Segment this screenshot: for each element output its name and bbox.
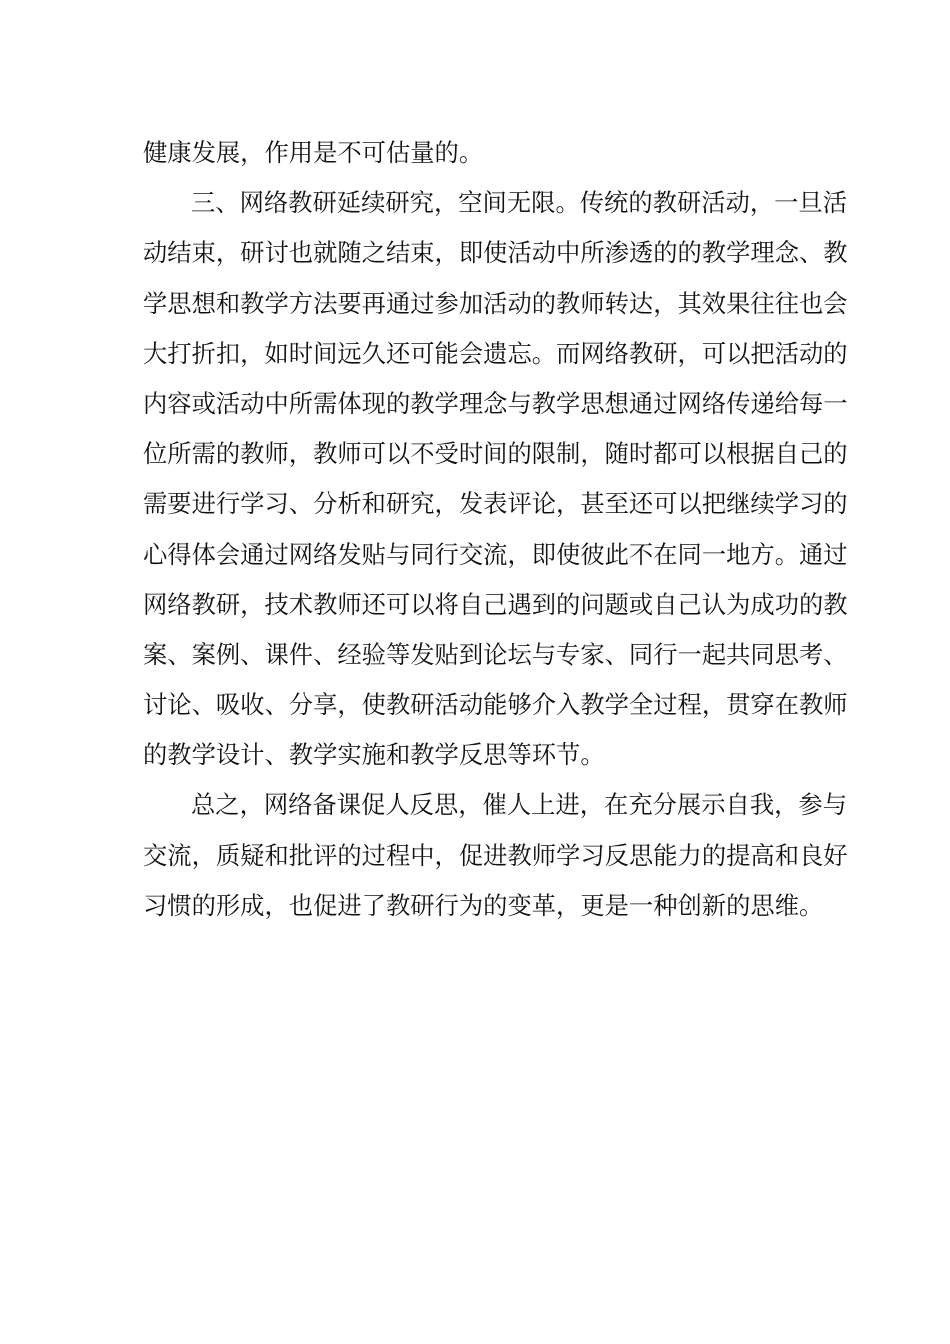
paragraph-network-research: [143, 178, 848, 780]
text-line: 需要进行学习、分析和研究，发表评论，甚至还可以把继续学习的: [143, 489, 848, 519]
text-line: 位所需的教师，教师可以不受时间的限制，随时都可以根据自己的: [143, 439, 848, 469]
text-line: 总之，网络备课促人反思，催人上进，在充分展示自我，参与: [191, 790, 848, 820]
paragraph-conclusion: [143, 780, 848, 931]
text-line: 学思想和教学方法要再通过参加活动的教师转达，其效果往往也会: [143, 288, 848, 318]
text-line: 讨论、吸收、分享，使教研活动能够介入教学全过程，贯穿在教师: [143, 690, 848, 720]
text-line: 案、案例、课件、经验等发贴到论坛与专家、同行一起共同思考、: [143, 639, 848, 669]
text-line: 健康发展，作用是不可估量的。: [143, 138, 484, 167]
text-line: 大打折扣，如时间远久还可能会遗忘。而网络教研，可以把活动的: [143, 338, 848, 368]
paragraph-continuation: [143, 128, 807, 178]
text-line: 交流，质疑和批评的过程中，促进教师学习反思能力的提高和良好: [143, 840, 848, 870]
text-line: 动结束，研讨也就随之结束，即使活动中所渗透的的教学理念、教: [143, 238, 848, 268]
text-line: 网络教研，技术教师还可以将自己遇到的问题或自己认为成功的教: [143, 589, 848, 619]
text-line: 习惯的形成，也促进了教研行为的变革，更是一种创新的思维。: [143, 890, 824, 920]
document-body: [143, 128, 848, 931]
text-line: 三、网络教研延续研究，空间无限。传统的教研活动，一旦活: [191, 188, 848, 218]
text-line: 的教学设计、教学实施和教学反思等环节。: [143, 740, 605, 770]
text-line: 心得体会通过网络发贴与同行交流，即使彼此不在同一地方。通过: [143, 539, 848, 569]
text-line: 内容或活动中所需体现的教学理念与教学思想通过网络传递给每一: [143, 388, 848, 418]
